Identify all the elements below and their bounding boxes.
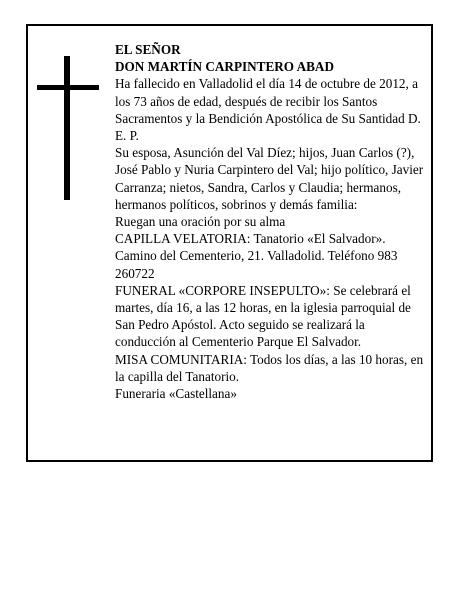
- notice-title-line1: EL SEÑOR: [115, 42, 181, 57]
- cross-horizontal-bar: [37, 85, 99, 90]
- community-mass-paragraph: MISA COMUNITARIA: Todos los días, a las 10 horas, en la capilla del Tanatorio.: [115, 351, 424, 384]
- prayer-request-line: Ruegan una oración por su alma: [115, 214, 286, 230]
- latin-cross-icon: [37, 56, 99, 200]
- wake-chapel-paragraph: CAPILLA VELATORIA: Tanatorio «El Salvador». Camino del Cementerio, 21. Valladolid. Teléfono 983 260722: [115, 231, 398, 281]
- funeral-paragraph: FUNERAL «CORPORE INSEPULTO»: Se celebrará el martes, día 16, a las 12 horas, en la iglesia parroquial de San Pedro Apóstol. Acto seguido se realizará la conducción al Cementerio Parque El Salvador.: [115, 282, 411, 350]
- cross-vertical-bar: [64, 56, 70, 200]
- notice-body: [115, 41, 427, 402]
- death-announcement-paragraph: Ha fallecido en Valladolid el día 14 de octubre de 2012, a los 73 años de edad, después de recibir los Santos Sacramentos y la Bendición Apostólica de Su Santidad D. E. P.: [115, 76, 421, 144]
- obituary-notice: [26, 24, 433, 462]
- notice-title-line2: DON MARTÍN CARPINTERO ABAD: [115, 59, 334, 75]
- funeral-home-line: Funeraria «Castellana»: [115, 386, 237, 402]
- family-paragraph: Su esposa, Asunción del Val Díez; hijos, Juan Carlos (?), José Pablo y Nuria Carpintero del Val; hijo político, Javier Carranza; nietos, Sandra, Carlos y Claudia; hermanos, hermanos políticos, sobrinos y demás familia:: [115, 145, 424, 212]
